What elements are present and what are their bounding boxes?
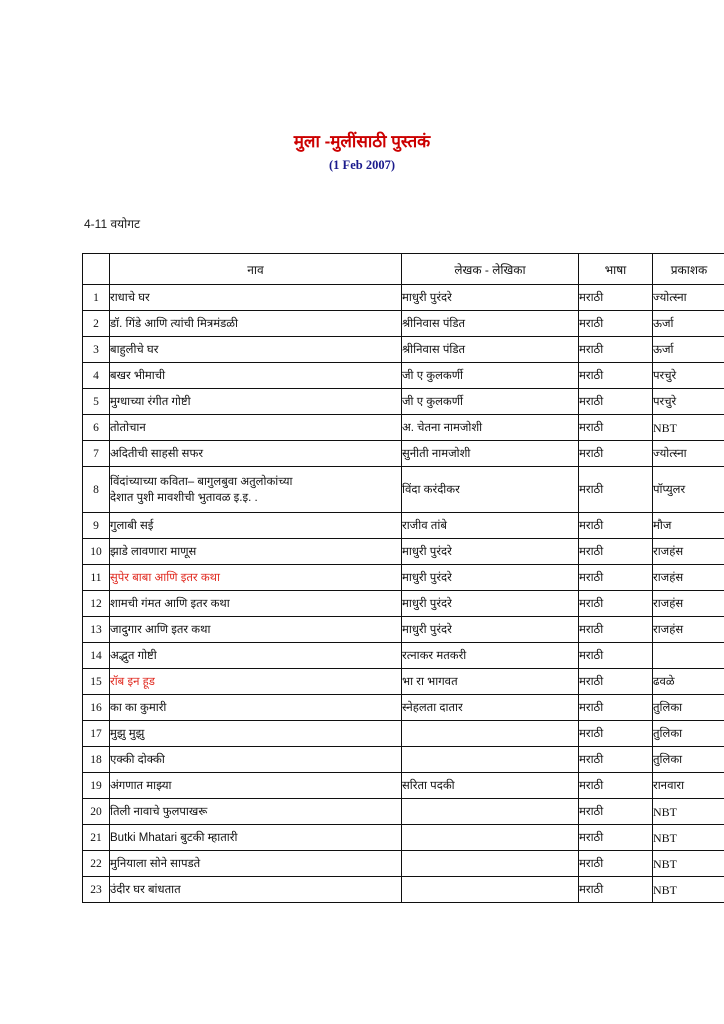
book-title-cell: [110, 363, 402, 389]
publisher-cell: राजहंस: [653, 539, 724, 565]
row-index: 19: [83, 773, 110, 799]
publisher-cell: पॉप्युलर: [653, 467, 724, 513]
author-cell: श्रीनिवास पंडित: [402, 337, 579, 363]
column-header-publisher: प्रकाशक: [653, 254, 724, 285]
book-title-text: तोतोचान: [110, 421, 146, 434]
row-index: 10: [83, 539, 110, 565]
book-title-cell: [110, 513, 402, 539]
table-row: [83, 467, 724, 513]
row-index: 1: [83, 285, 110, 311]
language-cell: मराठी: [579, 721, 653, 747]
author-cell: [402, 747, 579, 773]
column-header-index: [83, 254, 110, 285]
book-title-text: जादुगार आणि इतर कथा: [110, 623, 211, 636]
book-title-text: विंदांच्याच्या कविता– बागुलबुवा अतुलोकांच्या: [110, 475, 293, 488]
language-cell: मराठी: [579, 669, 653, 695]
book-title-cell: [110, 565, 402, 591]
table-row: [83, 643, 724, 669]
table-row: [83, 565, 724, 591]
language-cell: मराठी: [579, 285, 653, 311]
book-title-cell: [110, 721, 402, 747]
table-row: [83, 311, 724, 337]
author-cell: [402, 799, 579, 825]
language-cell: मराठी: [579, 363, 653, 389]
language-cell: मराठी: [579, 441, 653, 467]
author-cell: माधुरी पुरंदरे: [402, 565, 579, 591]
publisher-cell: राजहंस: [653, 565, 724, 591]
author-cell: माधुरी पुरंदरे: [402, 539, 579, 565]
book-title-cell: [110, 669, 402, 695]
row-index: 17: [83, 721, 110, 747]
book-title-cell: [110, 773, 402, 799]
column-header-author: लेखक - लेखिका: [402, 254, 579, 285]
table-row: [83, 773, 724, 799]
author-cell: जी ए कुलकर्णी: [402, 363, 579, 389]
table-row: [83, 747, 724, 773]
book-title-text: Butki Mhatari बुटकी म्हातारी: [110, 831, 238, 844]
author-cell: [402, 851, 579, 877]
table-row: [83, 363, 724, 389]
table-body: [83, 285, 724, 903]
author-cell: सरिता पदकी: [402, 773, 579, 799]
table-row: [83, 851, 724, 877]
table-row: [83, 591, 724, 617]
publisher-cell: NBT: [653, 799, 724, 825]
publisher-cell: परचुरे: [653, 363, 724, 389]
language-cell: मराठी: [579, 513, 653, 539]
publisher-cell: NBT: [653, 877, 724, 903]
publisher-cell: ऊर्जा: [653, 311, 724, 337]
row-index: 6: [83, 415, 110, 441]
row-index: 16: [83, 695, 110, 721]
book-title-cell: [110, 467, 402, 513]
table-row: [83, 721, 724, 747]
table-row: [83, 799, 724, 825]
language-cell: मराठी: [579, 467, 653, 513]
book-title-cell: [110, 747, 402, 773]
page-title: मुला -मुलींसाठी पुस्तकं: [293, 132, 431, 151]
author-cell: राजीव तांबे: [402, 513, 579, 539]
language-cell: मराठी: [579, 539, 653, 565]
author-cell: अ. चेतना नामजोशी: [402, 415, 579, 441]
author-cell: जी ए कुलकर्णी: [402, 389, 579, 415]
book-title-cell: [110, 311, 402, 337]
author-cell: स्नेहलता दातार: [402, 695, 579, 721]
book-table-container: [82, 253, 724, 903]
publisher-cell: NBT: [653, 415, 724, 441]
book-title-text: शामची गंमत आणि इतर कथा: [110, 597, 230, 610]
row-index: 14: [83, 643, 110, 669]
column-header-language: भाषा: [579, 254, 653, 285]
author-cell: रत्नाकर मतकरी: [402, 643, 579, 669]
table-row: [83, 337, 724, 363]
book-title-cell: [110, 539, 402, 565]
table-row: [83, 513, 724, 539]
book-title-cell: [110, 695, 402, 721]
row-index: 20: [83, 799, 110, 825]
language-cell: मराठी: [579, 565, 653, 591]
language-cell: मराठी: [579, 591, 653, 617]
publisher-cell: राजहंस: [653, 591, 724, 617]
publisher-cell: [653, 643, 724, 669]
row-index: 4: [83, 363, 110, 389]
language-cell: मराठी: [579, 877, 653, 903]
publisher-cell: तुलिका: [653, 747, 724, 773]
row-index: 5: [83, 389, 110, 415]
author-cell: [402, 825, 579, 851]
table-row: [83, 285, 724, 311]
book-title-text-line2: देशात पुशी मावशीची भुतावळ इ.इ. .: [110, 491, 258, 504]
book-title-cell: [110, 799, 402, 825]
book-table: [82, 253, 724, 903]
book-title-cell: [110, 389, 402, 415]
language-cell: मराठी: [579, 851, 653, 877]
book-title-cell: [110, 441, 402, 467]
row-index: 22: [83, 851, 110, 877]
author-cell: सुनीती नामजोशी: [402, 441, 579, 467]
publisher-cell: ज्योत्स्ना: [653, 441, 724, 467]
book-title-text: अद्भुत गोष्टी: [110, 649, 157, 662]
book-title-text: डॉ. गिंडे आणि त्यांची मित्रमंडळी: [110, 317, 238, 330]
publisher-cell: तुलिका: [653, 695, 724, 721]
publisher-cell: मौज: [653, 513, 724, 539]
book-title-cell: [110, 851, 402, 877]
language-cell: मराठी: [579, 415, 653, 441]
book-title-text: मुझु मुझु: [110, 727, 145, 740]
book-title-cell: [110, 415, 402, 441]
row-index: 9: [83, 513, 110, 539]
table-row: [83, 695, 724, 721]
table-row: [83, 877, 724, 903]
table-row: [83, 441, 724, 467]
table-row: [83, 389, 724, 415]
publisher-cell: NBT: [653, 825, 724, 851]
table-row: [83, 415, 724, 441]
table-row: [83, 539, 724, 565]
row-index: 7: [83, 441, 110, 467]
row-index: 8: [83, 467, 110, 513]
language-cell: मराठी: [579, 337, 653, 363]
row-index: 15: [83, 669, 110, 695]
book-title-text: झाडे लावणारा माणूस: [110, 545, 197, 558]
book-title-cell: [110, 643, 402, 669]
author-cell: श्रीनिवास पंडित: [402, 311, 579, 337]
row-index: 23: [83, 877, 110, 903]
language-cell: मराठी: [579, 695, 653, 721]
age-group-label: 4-11 वयोगट: [84, 217, 141, 231]
author-cell: माधुरी पुरंदरे: [402, 285, 579, 311]
row-index: 2: [83, 311, 110, 337]
author-cell: विंदा करंदीकर: [402, 467, 579, 513]
book-title-cell: [110, 285, 402, 311]
publisher-cell: NBT: [653, 851, 724, 877]
book-title-text: तिली नावाचे फुलपाखरू: [110, 805, 208, 818]
author-cell: [402, 721, 579, 747]
publisher-cell: ऊर्जा: [653, 337, 724, 363]
book-title-cell: [110, 617, 402, 643]
row-index: 21: [83, 825, 110, 851]
book-title-text: उंदीर घर बांधतात: [110, 883, 181, 896]
book-title-text: मुनियाला सोने सापडते: [110, 857, 201, 870]
book-title-text: एक्की दोक्की: [110, 753, 165, 766]
table-row: [83, 669, 724, 695]
book-title-text: सुपेर बाबा आणि इतर कथा: [110, 571, 220, 584]
book-title-text: राधाचे घर: [110, 291, 150, 304]
book-title-cell: [110, 877, 402, 903]
row-index: 18: [83, 747, 110, 773]
author-cell: माधुरी पुरंदरे: [402, 591, 579, 617]
book-title-cell: [110, 337, 402, 363]
book-title-text: अंगणात माझ्या: [110, 779, 172, 792]
language-cell: मराठी: [579, 747, 653, 773]
page-subtitle: (1 Feb 2007): [329, 158, 395, 172]
language-cell: मराठी: [579, 389, 653, 415]
publisher-cell: ज्योत्स्ना: [653, 285, 724, 311]
row-index: 12: [83, 591, 110, 617]
book-title-text: बाहुलीचे घर: [110, 343, 159, 356]
publisher-cell: रानवारा: [653, 773, 724, 799]
table-header-row: [83, 254, 724, 285]
language-cell: मराठी: [579, 825, 653, 851]
table-row: [83, 825, 724, 851]
book-title-text: गुलाबी सई: [110, 519, 154, 532]
title-block: [0, 131, 724, 173]
column-header-name: नाव: [110, 254, 402, 285]
author-cell: माधुरी पुरंदरे: [402, 617, 579, 643]
book-title-text: मुग्धाच्या रंगीत गोष्टी: [110, 395, 191, 408]
row-index: 3: [83, 337, 110, 363]
row-index: 13: [83, 617, 110, 643]
book-title-text: अदितीची साहसी सफर: [110, 447, 204, 460]
publisher-cell: ढवळे: [653, 669, 724, 695]
language-cell: मराठी: [579, 773, 653, 799]
book-title-cell: [110, 591, 402, 617]
language-cell: मराठी: [579, 799, 653, 825]
row-index: 11: [83, 565, 110, 591]
publisher-cell: परचुरे: [653, 389, 724, 415]
table-row: [83, 617, 724, 643]
publisher-cell: राजहंस: [653, 617, 724, 643]
author-cell: [402, 877, 579, 903]
book-title-text: रॉब इन हूड: [110, 675, 155, 688]
book-title-text: बखर भीमाची: [110, 369, 166, 382]
language-cell: मराठी: [579, 643, 653, 669]
book-title-text: का का कुमारी: [110, 701, 167, 714]
author-cell: भा रा भागवत: [402, 669, 579, 695]
language-cell: मराठी: [579, 311, 653, 337]
book-title-cell: [110, 825, 402, 851]
language-cell: मराठी: [579, 617, 653, 643]
publisher-cell: तुलिका: [653, 721, 724, 747]
